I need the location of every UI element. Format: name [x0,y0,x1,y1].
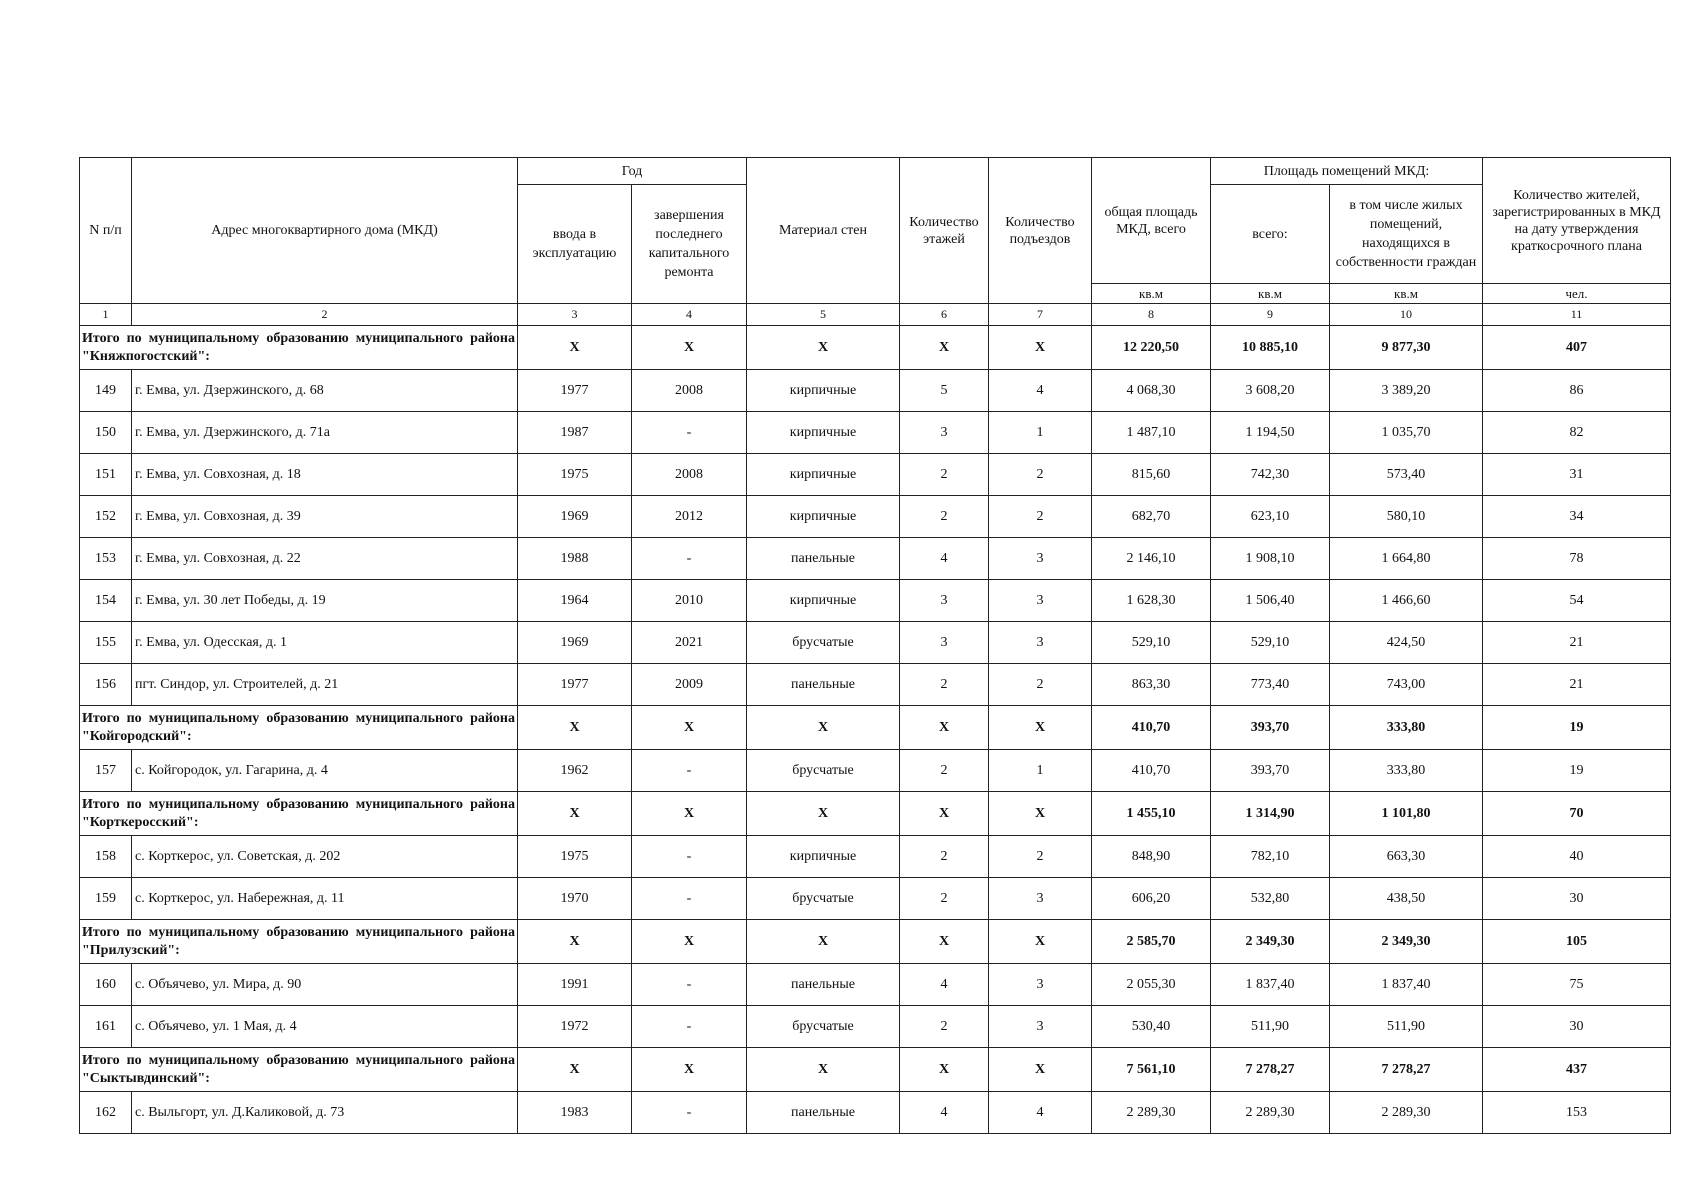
row-wall-material: кирпичные [747,580,900,622]
row-wall-material: брусчатые [747,878,900,920]
row-entrances: 2 [989,496,1092,538]
district-total-label: Итого по муниципальному образованию муниципального района "Княжпогостский": [80,326,518,370]
row-wall-material: панельные [747,538,900,580]
header-year-group: Год [518,158,747,185]
row-year-commissioning: 1970 [518,878,632,920]
row-floors: 3 [900,412,989,454]
row-year-last-repair: Х [632,1048,747,1092]
row-total-area: 410,70 [1092,750,1211,792]
row-total-area: 1 455,10 [1092,792,1211,836]
row-wall-material: панельные [747,664,900,706]
row-premises-total: 1 908,10 [1211,538,1330,580]
row-year-last-repair: - [632,412,747,454]
row-residents: 21 [1483,664,1671,706]
row-entrances: 3 [989,878,1092,920]
row-premises-residential: 573,40 [1330,454,1483,496]
row-entrances: Х [989,920,1092,964]
row-total-area: 4 068,30 [1092,370,1211,412]
row-floors: Х [900,920,989,964]
row-num: 149 [80,370,132,412]
row-entrances: 3 [989,538,1092,580]
row-num: 154 [80,580,132,622]
row-year-commissioning: Х [518,920,632,964]
row-premises-total: 2 289,30 [1211,1092,1330,1134]
row-premises-total: 782,10 [1211,836,1330,878]
column-number-row [80,304,1671,326]
row-wall-material: кирпичные [747,496,900,538]
table-row [80,622,1671,664]
row-residents: 21 [1483,622,1671,664]
header-premises-group: Площадь помещений МКД: [1211,158,1483,185]
row-premises-residential: 9 877,30 [1330,326,1483,370]
row-wall-material: Х [747,326,900,370]
row-premises-residential: 1 837,40 [1330,964,1483,1006]
row-premises-residential: 580,10 [1330,496,1483,538]
column-number: 7 [989,304,1092,326]
row-premises-total: 742,30 [1211,454,1330,496]
district-total-row [80,706,1671,750]
header-wall-material: Материал стен [747,158,900,304]
row-wall-material: брусчатые [747,1006,900,1048]
row-year-commissioning: 1987 [518,412,632,454]
row-num: 157 [80,750,132,792]
row-entrances: 3 [989,1006,1092,1048]
row-wall-material: кирпичные [747,412,900,454]
header-total-area: общая площадь МКД, всего [1092,158,1211,284]
column-number: 6 [900,304,989,326]
row-address: г. Емва, ул. Дзержинского, д. 71а [132,412,518,454]
row-premises-residential: 1 466,60 [1330,580,1483,622]
row-year-last-repair: 2008 [632,454,747,496]
row-address: пгт. Синдор, ул. Строителей, д. 21 [132,664,518,706]
row-residents: 437 [1483,1048,1671,1092]
row-floors: 3 [900,580,989,622]
row-year-commissioning: 1969 [518,622,632,664]
row-year-commissioning: 1975 [518,454,632,496]
row-floors: 2 [900,496,989,538]
unit-premises-total: кв.м [1211,284,1330,304]
row-premises-residential: 1 035,70 [1330,412,1483,454]
table-row [80,878,1671,920]
row-num: 150 [80,412,132,454]
row-residents: 78 [1483,538,1671,580]
column-number: 9 [1211,304,1330,326]
row-floors: 2 [900,750,989,792]
row-num: 155 [80,622,132,664]
header-num: N п/п [80,158,132,304]
row-premises-total: 529,10 [1211,622,1330,664]
row-residents: 19 [1483,706,1671,750]
row-total-area: 1 628,30 [1092,580,1211,622]
district-total-label: Итого по муниципальному образованию муниципального района "Прилузский": [80,920,518,964]
row-premises-residential: 511,90 [1330,1006,1483,1048]
row-floors: 2 [900,836,989,878]
row-total-area: 2 585,70 [1092,920,1211,964]
row-num: 160 [80,964,132,1006]
row-residents: 40 [1483,836,1671,878]
row-floors: Х [900,792,989,836]
row-residents: 30 [1483,878,1671,920]
row-premises-total: 3 608,20 [1211,370,1330,412]
row-floors: 2 [900,1006,989,1048]
row-premises-total: 1 314,90 [1211,792,1330,836]
header-premises-residential: в том числе жилых помещений, находящихся в собственности граждан [1330,185,1483,284]
row-wall-material: кирпичные [747,836,900,878]
row-floors: 4 [900,964,989,1006]
row-year-last-repair: - [632,836,747,878]
row-total-area: 7 561,10 [1092,1048,1211,1092]
row-total-area: 2 289,30 [1092,1092,1211,1134]
table-row [80,1006,1671,1048]
table-body [80,326,1671,1134]
row-year-last-repair: Х [632,326,747,370]
row-premises-residential: 743,00 [1330,664,1483,706]
district-total-row [80,326,1671,370]
row-total-area: 606,20 [1092,878,1211,920]
table-row [80,412,1671,454]
row-residents: 34 [1483,496,1671,538]
row-num: 153 [80,538,132,580]
row-num: 156 [80,664,132,706]
row-total-area: 529,10 [1092,622,1211,664]
row-total-area: 12 220,50 [1092,326,1211,370]
row-residents: 31 [1483,454,1671,496]
header-residents: Количество жителей, зарегистрированных в МКД на дату утверждения краткосрочного плана [1483,158,1671,284]
row-address: с. Корткерос, ул. Советская, д. 202 [132,836,518,878]
row-year-last-repair: Х [632,920,747,964]
row-premises-residential: 2 349,30 [1330,920,1483,964]
row-premises-total: 393,70 [1211,706,1330,750]
row-year-commissioning: 1975 [518,836,632,878]
row-total-area: 863,30 [1092,664,1211,706]
row-total-area: 410,70 [1092,706,1211,750]
row-year-last-repair: Х [632,706,747,750]
row-entrances: 3 [989,964,1092,1006]
row-year-last-repair: 2021 [632,622,747,664]
row-floors: Х [900,1048,989,1092]
row-total-area: 682,70 [1092,496,1211,538]
district-total-label: Итого по муниципальному образованию муниципального района "Койгородский": [80,706,518,750]
row-entrances: 2 [989,836,1092,878]
row-premises-total: 1 506,40 [1211,580,1330,622]
row-entrances: 3 [989,622,1092,664]
row-residents: 19 [1483,750,1671,792]
row-address: г. Емва, ул. 30 лет Победы, д. 19 [132,580,518,622]
row-num: 152 [80,496,132,538]
row-year-last-repair: - [632,538,747,580]
row-year-commissioning: Х [518,326,632,370]
row-year-last-repair: 2010 [632,580,747,622]
row-year-commissioning: 1977 [518,370,632,412]
row-wall-material: брусчатые [747,750,900,792]
row-premises-total: 2 349,30 [1211,920,1330,964]
row-num: 161 [80,1006,132,1048]
header-entrances: Количество подъездов [989,158,1092,304]
header-premises-total: всего: [1211,185,1330,284]
row-premises-residential: 333,80 [1330,750,1483,792]
row-premises-total: 7 278,27 [1211,1048,1330,1092]
row-year-last-repair: - [632,1092,747,1134]
row-floors: Х [900,706,989,750]
row-floors: 2 [900,664,989,706]
row-year-commissioning: 1964 [518,580,632,622]
row-address: г. Емва, ул. Совхозная, д. 39 [132,496,518,538]
table-row [80,750,1671,792]
row-floors: 2 [900,878,989,920]
table-row [80,1092,1671,1134]
row-residents: 86 [1483,370,1671,412]
row-premises-residential: 7 278,27 [1330,1048,1483,1092]
row-num: 159 [80,878,132,920]
row-num: 158 [80,836,132,878]
row-year-last-repair: 2012 [632,496,747,538]
row-year-commissioning: Х [518,1048,632,1092]
row-residents: 75 [1483,964,1671,1006]
row-address: г. Емва, ул. Совхозная, д. 18 [132,454,518,496]
row-wall-material: Х [747,792,900,836]
row-premises-residential: 424,50 [1330,622,1483,664]
table-row [80,454,1671,496]
row-floors: 5 [900,370,989,412]
table-header [80,158,1671,326]
row-entrances: Х [989,706,1092,750]
row-total-area: 2 146,10 [1092,538,1211,580]
row-residents: 30 [1483,1006,1671,1048]
row-entrances: 3 [989,580,1092,622]
row-year-last-repair: Х [632,792,747,836]
row-num: 162 [80,1092,132,1134]
table-row [80,580,1671,622]
row-total-area: 848,90 [1092,836,1211,878]
row-address: с. Корткерос, ул. Набережная, д. 11 [132,878,518,920]
row-address: с. Объячево, ул. Мира, д. 90 [132,964,518,1006]
table-row [80,836,1671,878]
row-residents: 70 [1483,792,1671,836]
row-year-last-repair: - [632,878,747,920]
row-wall-material: Х [747,1048,900,1092]
table-row [80,496,1671,538]
row-entrances: 2 [989,454,1092,496]
row-year-commissioning: 1988 [518,538,632,580]
column-number: 2 [132,304,518,326]
row-total-area: 1 487,10 [1092,412,1211,454]
row-year-commissioning: Х [518,706,632,750]
row-entrances: 2 [989,664,1092,706]
row-floors: Х [900,326,989,370]
row-year-commissioning: 1962 [518,750,632,792]
row-year-commissioning: Х [518,792,632,836]
row-wall-material: кирпичные [747,370,900,412]
row-address: с. Койгородок, ул. Гагарина, д. 4 [132,750,518,792]
row-year-last-repair: - [632,1006,747,1048]
row-address: г. Емва, ул. Совхозная, д. 22 [132,538,518,580]
row-entrances: 1 [989,750,1092,792]
row-year-commissioning: 1977 [518,664,632,706]
row-address: с. Выльгорт, ул. Д.Каликовой, д. 73 [132,1092,518,1134]
row-premises-residential: 2 289,30 [1330,1092,1483,1134]
row-wall-material: брусчатые [747,622,900,664]
row-num: 151 [80,454,132,496]
header-floors: Количество этажей [900,158,989,304]
row-premises-residential: 438,50 [1330,878,1483,920]
row-entrances: 4 [989,1092,1092,1134]
table-row [80,538,1671,580]
row-year-commissioning: 1972 [518,1006,632,1048]
header-year-commissioning: ввода в эксплуатацию [518,185,632,304]
row-premises-residential: 1 101,80 [1330,792,1483,836]
row-floors: 4 [900,538,989,580]
row-premises-total: 1 194,50 [1211,412,1330,454]
row-premises-total: 393,70 [1211,750,1330,792]
row-entrances: Х [989,792,1092,836]
unit-total-area: кв.м [1092,284,1211,304]
row-premises-residential: 663,30 [1330,836,1483,878]
row-entrances: Х [989,326,1092,370]
row-address: г. Емва, ул. Одесская, д. 1 [132,622,518,664]
column-number: 4 [632,304,747,326]
row-floors: 2 [900,454,989,496]
row-premises-total: 532,80 [1211,878,1330,920]
district-total-label: Итого по муниципальному образованию муниципального района "Сыктывдинский": [80,1048,518,1092]
unit-residents: чел. [1483,284,1671,304]
row-year-commissioning: 1991 [518,964,632,1006]
row-floors: 4 [900,1092,989,1134]
table-row [80,964,1671,1006]
row-residents: 54 [1483,580,1671,622]
table-row [80,664,1671,706]
row-premises-residential: 333,80 [1330,706,1483,750]
row-address: г. Емва, ул. Дзержинского, д. 68 [132,370,518,412]
row-residents: 105 [1483,920,1671,964]
row-premises-residential: 3 389,20 [1330,370,1483,412]
row-premises-total: 1 837,40 [1211,964,1330,1006]
header-address: Адрес многоквартирного дома (МКД) [132,158,518,304]
row-total-area: 2 055,30 [1092,964,1211,1006]
column-number: 3 [518,304,632,326]
table-row [80,370,1671,412]
row-residents: 153 [1483,1092,1671,1134]
row-residents: 82 [1483,412,1671,454]
row-wall-material: Х [747,920,900,964]
row-entrances: Х [989,1048,1092,1092]
district-total-row [80,1048,1671,1092]
row-floors: 3 [900,622,989,664]
row-premises-residential: 1 664,80 [1330,538,1483,580]
district-total-row [80,920,1671,964]
row-entrances: 1 [989,412,1092,454]
housing-table [79,157,1671,1134]
column-number: 5 [747,304,900,326]
column-number: 10 [1330,304,1483,326]
column-number: 8 [1092,304,1211,326]
row-residents: 407 [1483,326,1671,370]
row-premises-total: 623,10 [1211,496,1330,538]
row-wall-material: панельные [747,1092,900,1134]
row-year-last-repair: - [632,750,747,792]
row-year-commissioning: 1969 [518,496,632,538]
header-year-last-repair: завершения последнего капитального ремонта [632,185,747,304]
row-total-area: 530,40 [1092,1006,1211,1048]
row-total-area: 815,60 [1092,454,1211,496]
row-year-last-repair: 2009 [632,664,747,706]
row-wall-material: кирпичные [747,454,900,496]
row-premises-total: 511,90 [1211,1006,1330,1048]
column-number: 11 [1483,304,1671,326]
row-address: с. Объячево, ул. 1 Мая, д. 4 [132,1006,518,1048]
row-wall-material: Х [747,706,900,750]
unit-premises-residential: кв.м [1330,284,1483,304]
district-total-label: Итого по муниципальному образованию муниципального района "Корткеросский": [80,792,518,836]
row-wall-material: панельные [747,964,900,1006]
column-number: 1 [80,304,132,326]
row-entrances: 4 [989,370,1092,412]
row-premises-total: 10 885,10 [1211,326,1330,370]
row-year-last-repair: - [632,964,747,1006]
row-year-last-repair: 2008 [632,370,747,412]
district-total-row [80,792,1671,836]
row-year-commissioning: 1983 [518,1092,632,1134]
row-premises-total: 773,40 [1211,664,1330,706]
